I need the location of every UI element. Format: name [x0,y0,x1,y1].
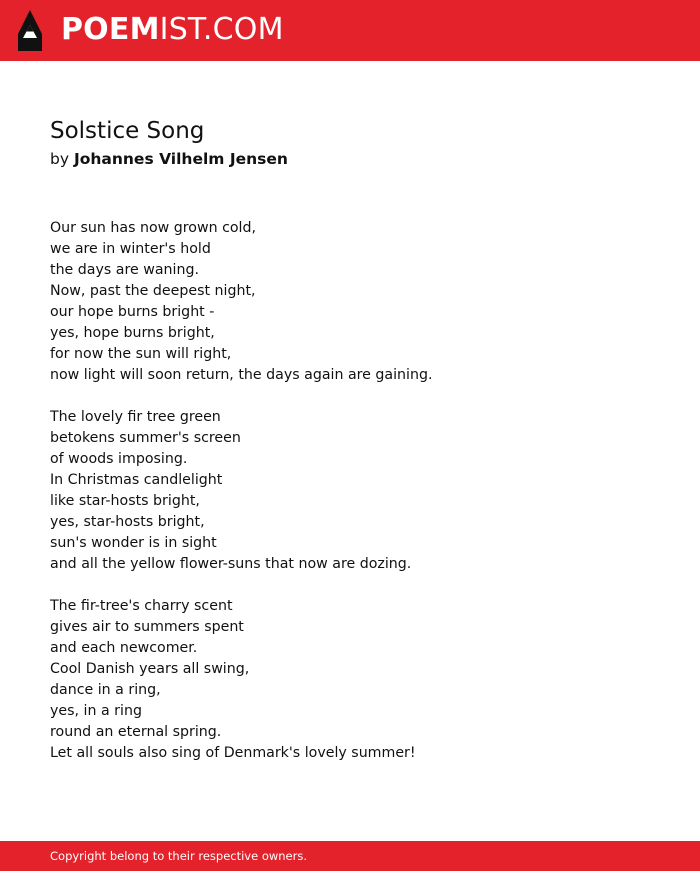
poem-line: and all the yellow flower-suns that now are dozing. [50,556,412,572]
poem-line: sun's wonder is in sight [50,535,217,551]
poem-line: Now, past the deepest night, [50,283,256,299]
poem-line: of woods imposing. [50,451,188,467]
poem-line: like star-hosts bright, [50,493,200,509]
poem-line: for now the sun will right, [50,346,232,362]
poem-line: our hope burns bright - [50,304,215,320]
poem-line: round an eternal spring. [50,724,222,740]
by-label: by [50,150,70,168]
poem-line: yes, in a ring [50,703,142,719]
poem-line: and each newcomer. [50,640,198,656]
stanza [50,218,670,386]
poem-body [50,218,670,785]
poem-line: we are in winter's hold [50,241,211,257]
pencil-tip-icon [17,9,43,52]
logo-light-text: IST.COM [159,12,284,47]
stanza [50,407,670,575]
poem-line: gives air to summers spent [50,619,244,635]
poem-line: Cool Danish years all swing, [50,661,250,677]
poem-line: dance in a ring, [50,682,161,698]
site-logo[interactable] [61,12,284,48]
poem-line: betokens summer's screen [50,430,241,446]
poem-line: In Christmas candlelight [50,472,223,488]
poem-line: The lovely fir tree green [50,409,221,425]
poem-line: the days are waning. [50,262,199,278]
poem-line: Our sun has now grown cold, [50,220,257,236]
copyright-notice: Copyright belong to their respective owners. [50,849,308,863]
poem-line: Let all souls also sing of Denmark's lovely summer! [50,745,416,761]
stanza [50,596,670,764]
poem-line: now light will soon return, the days again are gaining. [50,367,433,383]
poem-line: The fir-tree's charry scent [50,598,233,614]
poem-title: Solstice Song [50,118,205,144]
poem-line: yes, star-hosts bright, [50,514,205,530]
site-footer [0,841,700,871]
poem-line: yes, hope burns bright, [50,325,215,341]
site-header [0,0,700,61]
author-name: Johannes Vilhelm Jensen [73,150,288,168]
logo-bold-text: POEM [61,12,160,47]
byline [50,148,288,170]
